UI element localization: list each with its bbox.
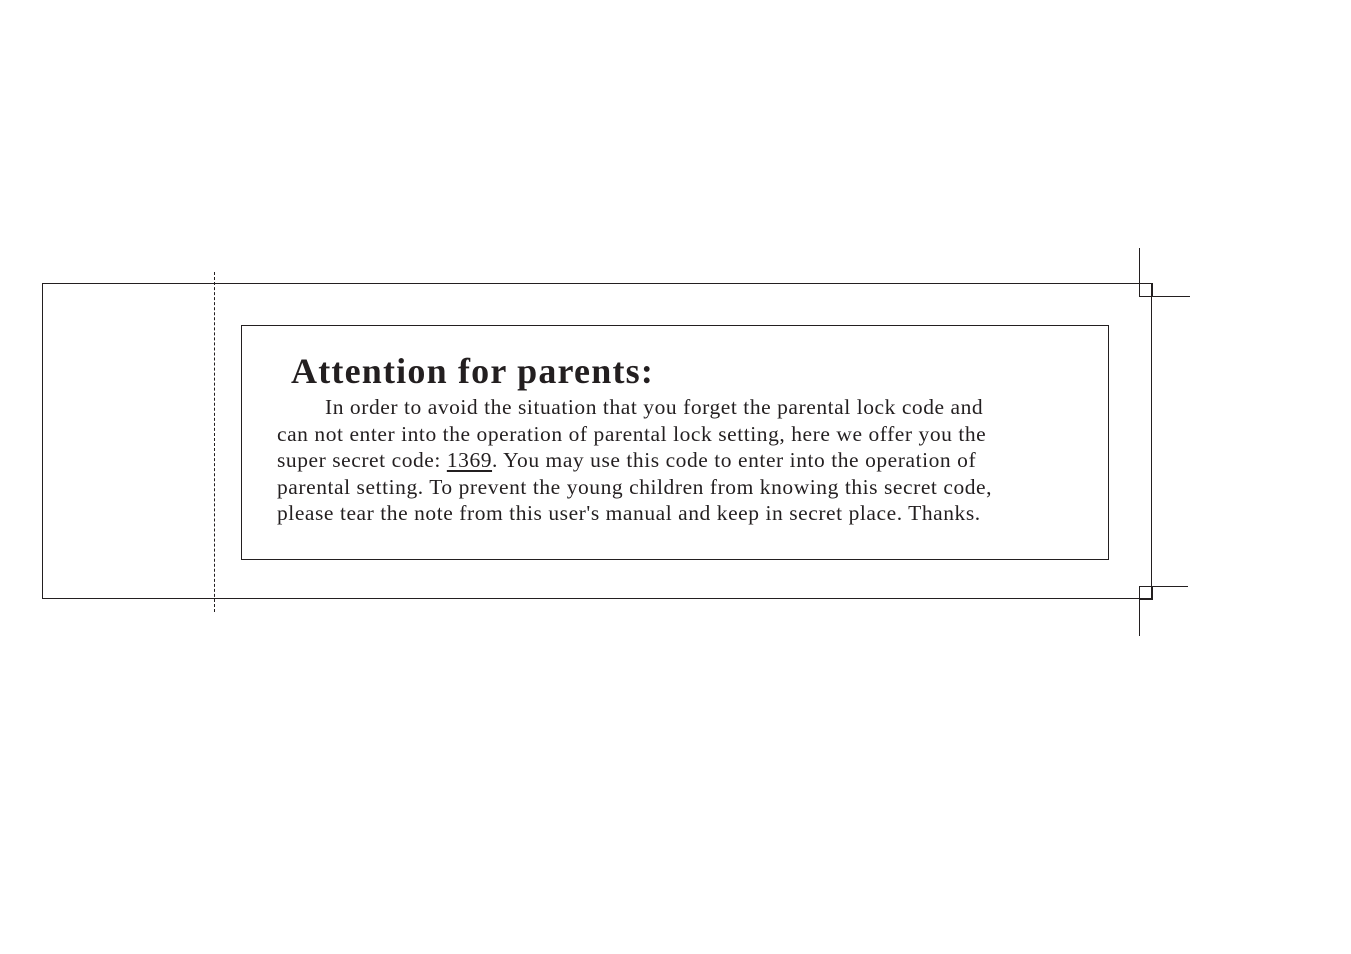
crop-mark-bottom-box — [1139, 586, 1153, 600]
note-title: Attention for parents: — [291, 351, 655, 391]
note-line-1: In order to avoid the situation that you forget the parental lock code and — [325, 395, 984, 419]
secret-code: 1369 — [446, 448, 493, 473]
note-line-3-end: . You may use this code to enter into the operation of — [492, 448, 977, 473]
note-line-5: please tear the note from this user's manual and keep in secret place. Thanks. — [277, 501, 981, 526]
crop-mark-top-box — [1139, 283, 1153, 297]
note-line-3-start: super secret code: — [277, 448, 447, 473]
note-line-4: parental setting. To prevent the young children from knowing this secret code, — [277, 474, 993, 499]
note-body — [277, 394, 1107, 527]
note-line-3 — [277, 447, 1107, 474]
note-line-2: can not enter into the operation of parental lock setting, here we offer you the — [277, 421, 987, 446]
perforation-line — [214, 272, 215, 612]
